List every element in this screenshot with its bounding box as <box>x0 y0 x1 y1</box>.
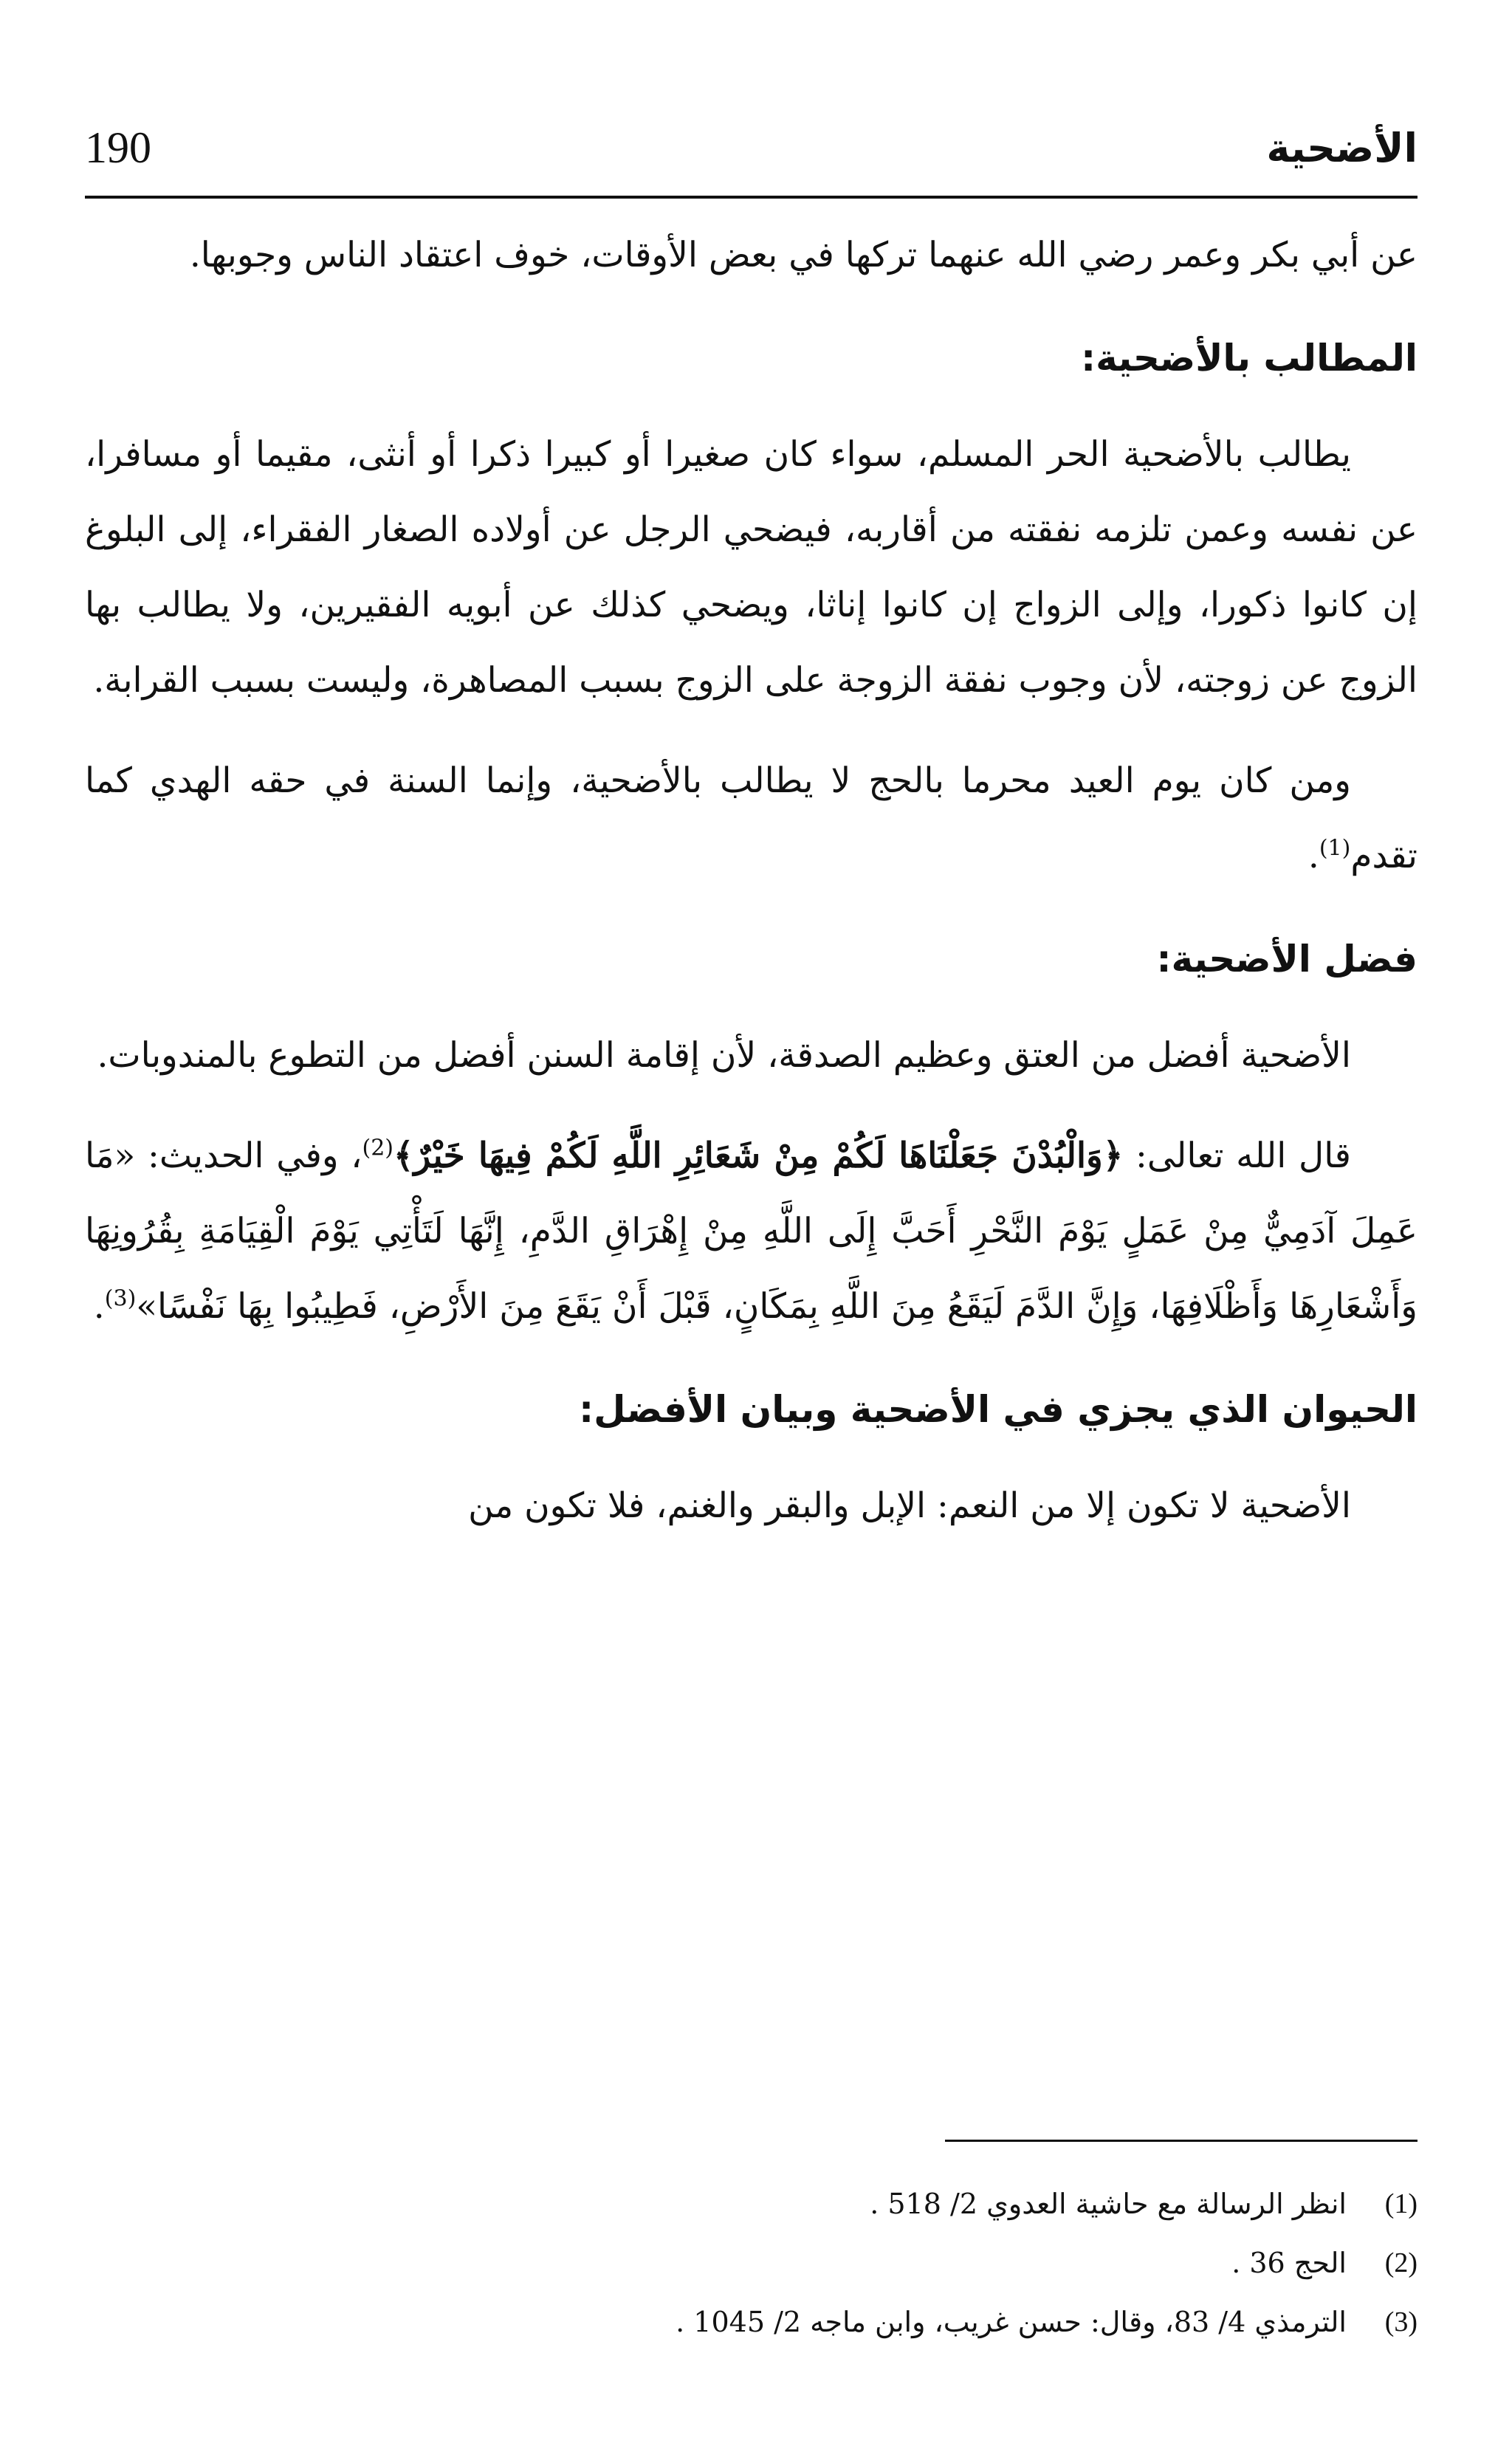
footnote-item <box>85 2174 1418 2233</box>
paragraph-ihram-end: . <box>1307 836 1319 876</box>
page-number: 190 <box>85 123 151 172</box>
paragraph-claimants: يطالب بالأضحية الحر المسلم، سواء كان صغيرا أو كبيرا ذكرا أو أنثى، مقيما أو مسافرا، عن نفسه وعمن تلزمه نفقته من أقاربه، فيضحي الرجل عن أولاده الصغار الفقراء، إلى البلوغ إن كانوا ذكورا، وإلى الزواج إن كانوا إناثا، ويضحي كذلك عن أبويه الفقيرين، ولا يطالب بها الزوج عن زوجته، لأن وجوب نفقة الزوجة على الزوج بسبب المصاهرة، وليست بسبب القرابة. <box>85 434 1418 701</box>
footnote-text: الحج 36 . <box>1231 2247 1347 2279</box>
heading-claimants: المطالب بالأضحية: <box>1081 337 1418 379</box>
paragraph-ihram-text: ومن كان يوم العيد محرما بالحج لا يطالب بالأضحية، وإنما السنة في حقه الهدي كما تقدم <box>85 760 1418 876</box>
paragraph-continuation: عن أبي بكر وعمر رضي الله عنهما تركها في بعض الأوقات، خوف اعتقاد الناس وجوبها. <box>189 235 1418 275</box>
footnote-number: (3) <box>1384 2306 1418 2337</box>
paragraph-animals: الأضحية لا تكون إلا من النعم: الإبل والبقر والغنم، فلا تكون من <box>468 1485 1351 1526</box>
footnote-ref-2: (2) <box>362 1135 394 1161</box>
footnote-text: الترمذي 4/ 83، وقال: حسن غريب، وابن ماجه 2/ 1045 . <box>676 2306 1347 2338</box>
footnote-ref-3: (3) <box>104 1285 137 1312</box>
footnote-number: (1) <box>1384 2188 1418 2219</box>
paragraph-ihram <box>85 743 1418 894</box>
footnotes <box>85 2174 1418 2352</box>
paragraph-evidence <box>85 1119 1418 1344</box>
footnote-item <box>85 2233 1418 2292</box>
evidence-end: . <box>93 1286 105 1327</box>
quran-verse: ﴿وَالْبُدْنَ جَعَلْنَاهَا لَكُمْ مِنْ شَعَائِرِ اللَّهِ لَكُمْ فِيهَا خَيْرٌ﴾ <box>394 1136 1124 1176</box>
footnote-item <box>85 2292 1418 2352</box>
heading-virtue: فضل الأضحية: <box>1156 938 1418 980</box>
header-rule <box>85 196 1418 199</box>
hadith-text: ، وفي الحديث: «مَا عَمِلَ آدَمِيٌّ مِنْ عَمَلٍ يَوْمَ النَّحْرِ أَحَبَّ إِلَى اللَّهِ مِنْ إِهْرَاقِ الدَّمِ، إِنَّهَا لَتَأْتِي يَوْمَ الْقِيَامَةِ بِقُرُونِهَا وَأَشْعَارِهَا وَأَظْلَافِهَا، وَإِنَّ الدَّمَ لَيَقَعُ مِنَ اللَّهِ بِمَكَانٍ، قَبْلَ أَنْ يَقَعَ مِنَ الأَرْضِ، فَطِيبُوا بِهَا نَفْسًا» <box>85 1136 1418 1327</box>
header-title: الأضحية <box>1266 124 1418 171</box>
paragraph-gap <box>85 718 1418 743</box>
footnote-ref-1: (1) <box>1319 835 1351 862</box>
running-header <box>85 111 1418 185</box>
evidence-intro: قال الله تعالى: <box>1123 1136 1351 1176</box>
body-text <box>85 218 1418 1544</box>
book-page <box>85 96 1418 2385</box>
paragraph-gap <box>85 1093 1418 1119</box>
footnote-rule <box>945 2140 1418 2142</box>
paragraph-virtue: الأضحية أفضل من العتق وعظيم الصدقة، لأن إقامة السنن أفضل من التطوع بالمندوبات. <box>97 1035 1351 1076</box>
heading-animals: الحيوان الذي يجزي في الأضحية وبيان الأفضل: <box>579 1388 1418 1431</box>
footnote-text: انظر الرسالة مع حاشية العدوي 2/ 518 . <box>870 2188 1347 2220</box>
footnote-number: (2) <box>1384 2247 1418 2278</box>
